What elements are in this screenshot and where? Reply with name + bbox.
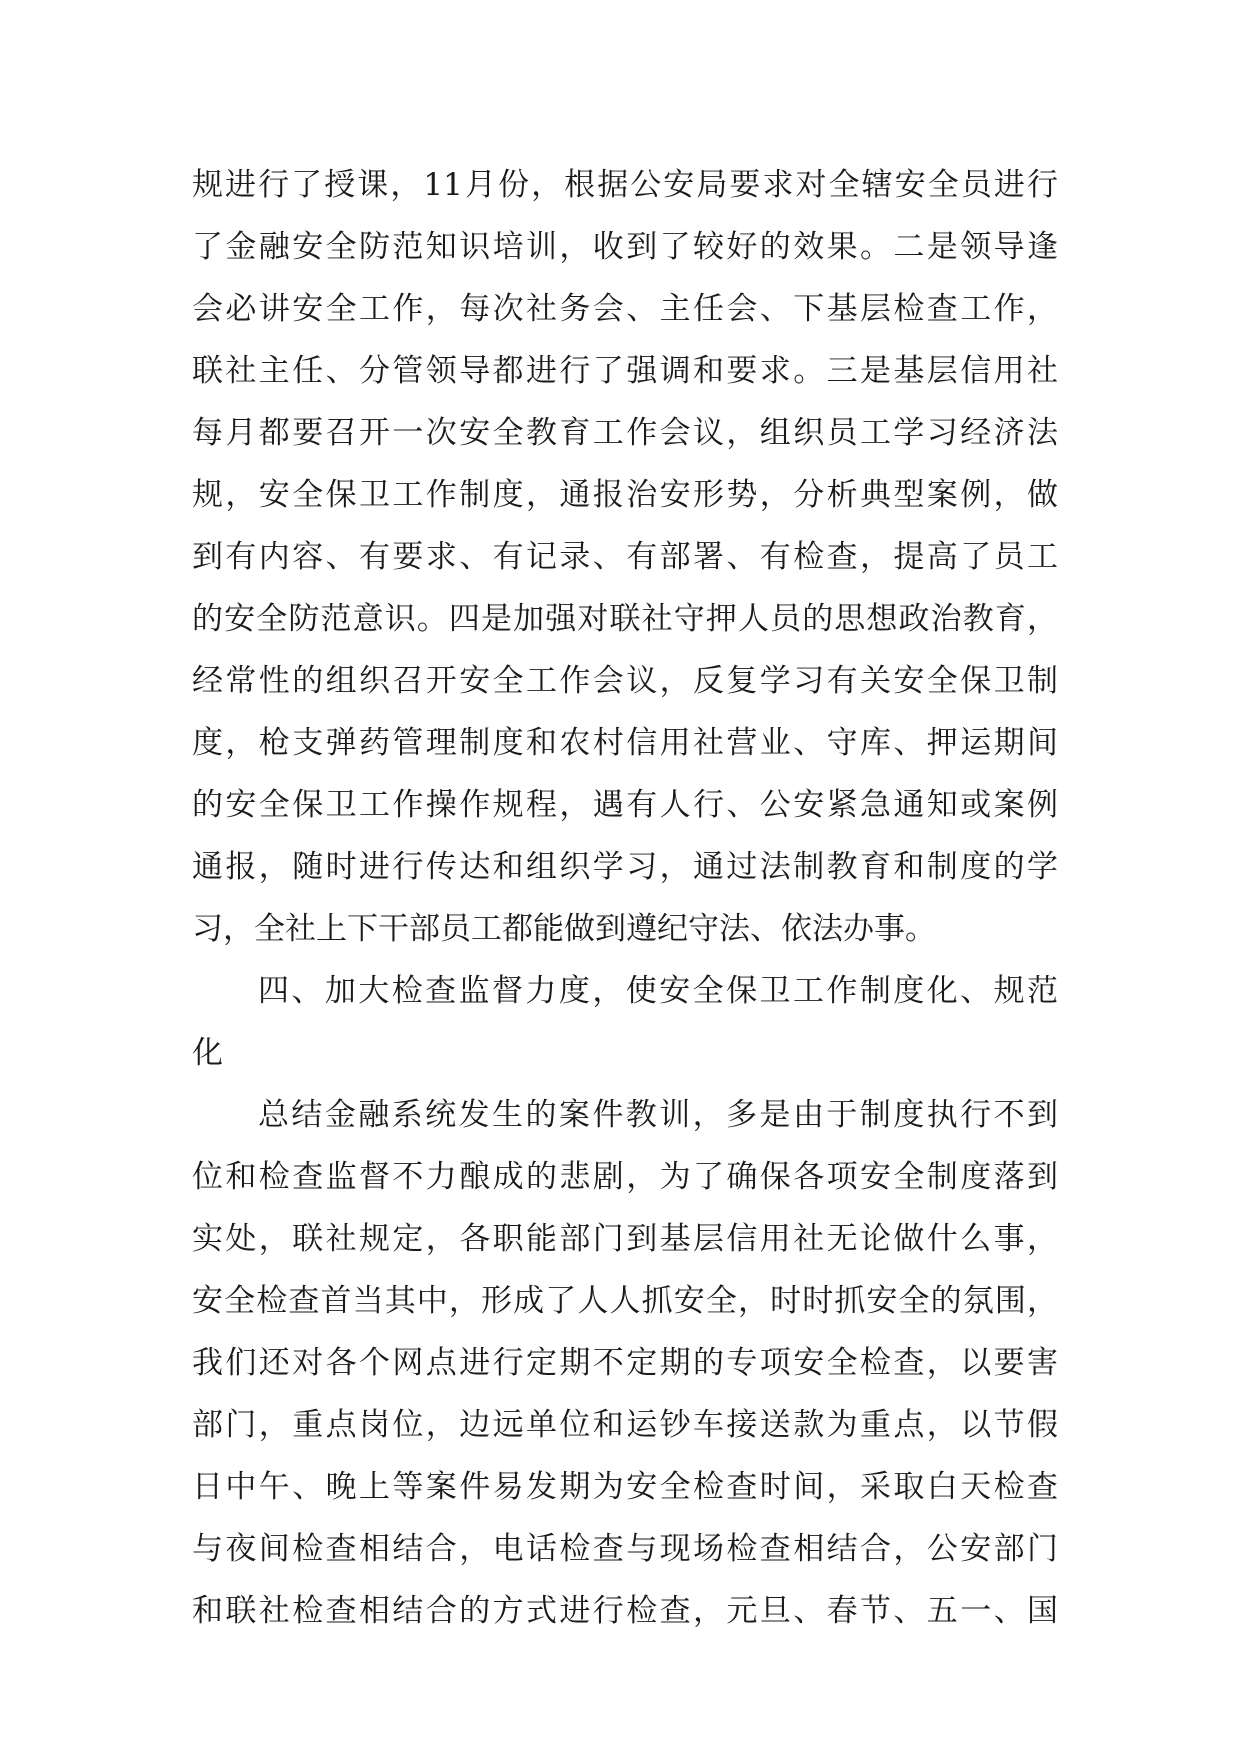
section-heading-line: 化 — [192, 1035, 223, 1071]
text-line: 规，安全保卫工作制度，通报治安形势，分析典型案例，做 — [192, 477, 1058, 513]
text-line: 通报，随时进行传达和组织学习，通过法制教育和制度的学 — [192, 849, 1058, 885]
text-line: 的安全防范意识。四是加强对联社守押人员的思想政治教育， — [192, 601, 1058, 637]
text-line: 度，枪支弹药管理制度和农村信用社营业、守库、押运期间 — [192, 725, 1058, 761]
text-line: 的安全保卫工作操作规程，遇有人行、公安紧急通知或案例 — [192, 787, 1058, 823]
text-line: 会必讲安全工作，每次社务会、主任会、下基层检查工作， — [192, 291, 1058, 327]
text-line: 规进行了授课，11月份，根据公安局要求对全辖安全员进行 — [192, 167, 1058, 203]
text-line: 总结金融系统发生的案件教训，多是由于制度执行不到 — [258, 1097, 1058, 1133]
text-line: 位和检查监督不力酿成的悲剧，为了确保各项安全制度落到 — [192, 1159, 1058, 1195]
document-body — [192, 154, 1058, 1642]
text-line: 与夜间检查相结合，电话检查与现场检查相结合，公安部门 — [192, 1531, 1058, 1567]
text-line: 和联社检查相结合的方式进行检查，元旦、春节、五一、国 — [192, 1593, 1058, 1629]
text-line: 联社主任、分管领导都进行了强调和要求。三是基层信用社 — [192, 353, 1058, 389]
text-line: 每月都要召开一次安全教育工作会议，组织员工学习经济法 — [192, 415, 1058, 451]
text-line: 实处，联社规定，各职能部门到基层信用社无论做什么事， — [192, 1221, 1058, 1257]
text-line: 习，全社上下干部员工都能做到遵纪守法、依法办事。 — [192, 911, 936, 947]
text-line: 安全检查首当其中，形成了人人抓安全，时时抓安全的氛围， — [192, 1283, 1058, 1319]
section-heading-line: 四、加大检查监督力度，使安全保卫工作制度化、规范 — [258, 973, 1058, 1009]
text-line: 日中午、晚上等案件易发期为安全检查时间，采取白天检查 — [192, 1469, 1058, 1505]
text-line: 经常性的组织召开安全工作会议，反复学习有关安全保卫制 — [192, 663, 1058, 699]
text-line: 到有内容、有要求、有记录、有部署、有检查，提高了员工 — [192, 539, 1058, 575]
text-line: 我们还对各个网点进行定期不定期的专项安全检查，以要害 — [192, 1345, 1058, 1381]
text-line: 了金融安全防范知识培训，收到了较好的效果。二是领导逢 — [192, 229, 1058, 265]
text-line: 部门，重点岗位，边远单位和运钞车接送款为重点，以节假 — [192, 1407, 1058, 1443]
